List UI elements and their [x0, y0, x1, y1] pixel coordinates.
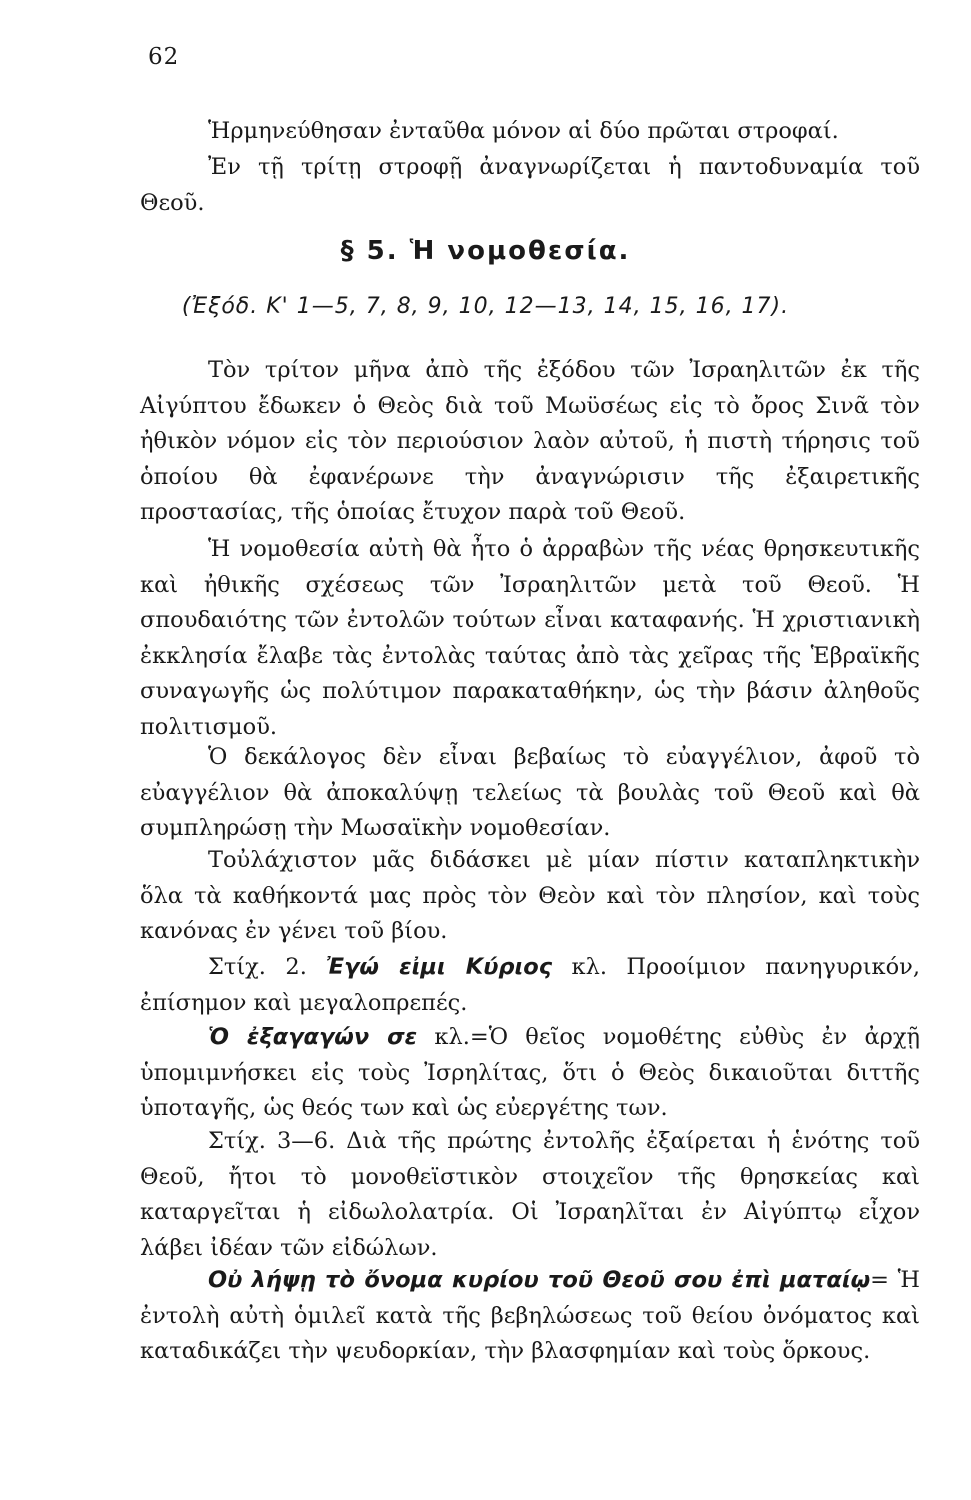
paragraph-8: [140, 1263, 920, 1370]
verse-comment: κλ. Προοίμιον πανηγυρικόν, ἐπίσημον καὶ μεγαλοπρεπές.: [140, 954, 920, 1016]
paragraph-7: Στίχ. 3—6. Διὰ τῆς πρώτης ἐντολῆς ἐξαίρεται ἡ ἑνότης τοῦ Θεοῦ, ἤτοι τὸ μονοθεϊστικὸν στοιχεῖον τῆς θρησκείας καὶ καταργεῖται ἡ εἰδωλολατρία. Οἱ Ἰσραηλῖται ἐν Αἰγύπτῳ εἶχον λάβει ἰδέαν τῶν εἰδώλων.: [140, 1128, 920, 1261]
verse-quote: Ὁ ἐξαγαγών σε: [208, 1024, 418, 1050]
verse-quote: Ἐγώ εἰμι Κύριος: [326, 954, 553, 980]
paragraph-6: [140, 1020, 920, 1127]
intro-line-1: Ἡρμηνεύθησαν ἐνταῦθα μόνον αἱ δύο πρῶται στροφαί.: [208, 118, 839, 144]
paragraph-2: Ἡ νομοθεσία αὐτὴ θὰ ἦτο ὁ ἀρραβὼν τῆς νέας θρησκευτικῆς καὶ ἠθικῆς σχέσεως τῶν Ἰσραηλιτῶν μετὰ τοῦ Θεοῦ. Ἡ σπουδαιότης τῶν ἐντολῶν τούτων εἶναι καταφανής. Ἡ χριστιανικὴ ἐκκλησία ἔλαβε τὰς ἐντολὰς ταύτας ἀπὸ τὰς χεῖρας τῆς Ἑβραϊκῆς συναγωγῆς ὡς πολύτιμον παρακαταθήκην, ὡς τὴν βάσιν ἀληθοῦς πολιτισμοῦ.: [140, 536, 920, 740]
verse-label: Στίχ. 2.: [208, 954, 307, 980]
verse-quote: Οὐ λήψῃ τὸ ὄνομα κυρίου τοῦ Θεοῦ σου ἐπὶ ματαίῳ: [208, 1267, 871, 1293]
page-number: 62: [148, 44, 180, 70]
paragraph-4: Τοὐλάχιστον μᾶς διδάσκει μὲ μίαν πίστιν καταπληκτικὴν ὅλα τὰ καθήκοντά μας πρὸς τὸν Θεὸν καὶ τὸν πλησίον, καὶ τοὺς κανόνας ἐν γένει τοῦ βίου.: [140, 847, 920, 944]
intro-line-2: Ἐν τῇ τρίτῃ στροφῇ ἀναγνωρίζεται ἡ παντοδυναμία τοῦ Θεοῦ.: [140, 154, 920, 216]
paragraph-3: Ὁ δεκάλογος δὲν εἶναι βεβαίως τὸ εὐαγγέλιον, ἀφοῦ τὸ εὐαγγέλιον θὰ ἀποκαλύψῃ τελείως τὰ βουλὰς τοῦ Θεοῦ καὶ θὰ συμπληρώσῃ τὴν Μωσαϊκὴν νομοθεσίαν.: [140, 744, 920, 841]
paragraph-5: [140, 950, 920, 1021]
scripture-reference: (Ἐξόδ. Κ' 1—5, 7, 8, 9, 10, 12—13, 14, 15, 16, 17).: [181, 294, 790, 319]
section-heading: § 5. Ἡ νομοθεσία.: [340, 236, 631, 266]
verse-comment: = Ἡ ἐντολὴ αὐτὴ ὁμιλεῖ κατὰ τῆς βεβηλώσεως τοῦ θείου ὀνόματος καὶ καταδικάζει τὴν ψευδορκίαν, τὴν βλασφημίαν καὶ τοὺς ὅρκους.: [140, 1267, 920, 1364]
paragraph-1: Τὸν τρίτον μῆνα ἀπὸ τῆς ἐξόδου τῶν Ἰσραηλιτῶν ἐκ τῆς Αἰγύπτου ἔδωκεν ὁ Θεὸς διὰ τοῦ Μωϋσέως εἰς τὸ ὄρος Σινᾶ τὸν ἠθικὸν νόμον εἰς τὸν περιούσιον λαὸν αὐτοῦ, ἡ πιστὴ τήρησις τοῦ ὁποίου θὰ ἐφανέρωνε τὴν ἀναγνώρισιν τῆς ἐξαιρετικῆς προστασίας, τῆς ὁποίας ἔτυχον παρὰ τοῦ Θεοῦ.: [140, 357, 920, 525]
verse-comment: κλ.=Ὁ θεῖος νομοθέτης εὐθὺς ἐν ἀρχῇ ὑπομιμνήσκει εἰς τοὺς Ἰσρηλίτας, ὅτι ὁ Θεὸς δικαιοῦται διττῆς ὑποταγῆς, ὡς θεός των καὶ ὡς εὐεργέτης των.: [140, 1024, 921, 1121]
